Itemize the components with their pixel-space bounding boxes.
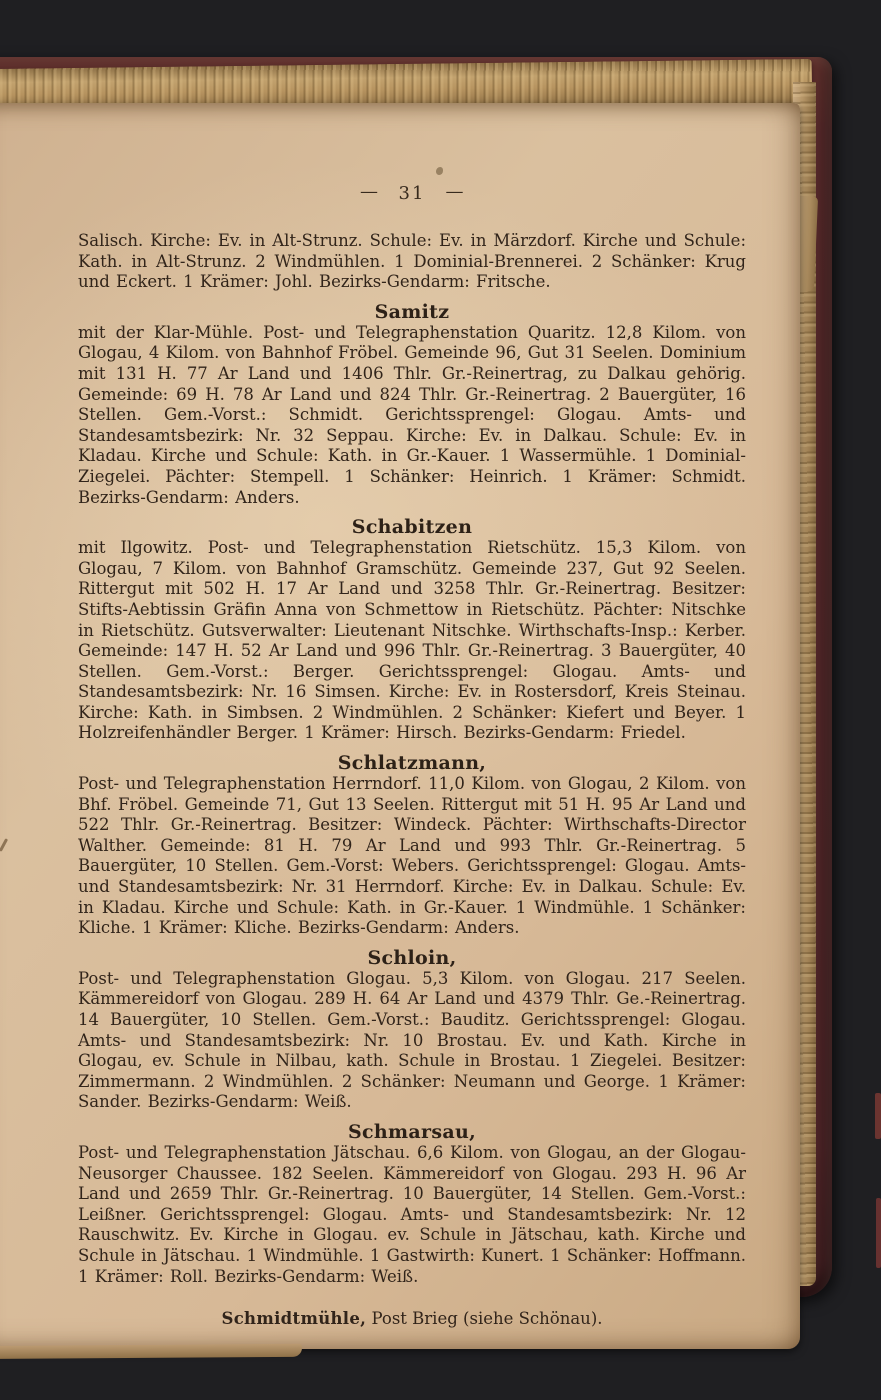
entry-heading-schabitzen: Schabitzen [351, 516, 473, 539]
paragraph-salisch-continuation: Salisch. Kirche: Ev. in Alt-Strunz. Schule: Ev. in Märzdorf. Kirche und Schule: Kath. in Alt-Strunz. 2 Windmühlen. 1 Dominial-Brennerei. 2 Schänker: Krug und Eckert. 1 Krämer: Johl. Bezirks-Gendarm: Fritsche. [78, 231, 746, 292]
entry-heading-schlatzmann: Schlatzmann, [337, 752, 487, 775]
entry-heading-schmarsau: Schmarsau, [348, 1120, 476, 1143]
pencil-mark [0, 838, 8, 852]
cover-red-sliver-lower [876, 1198, 881, 1268]
book-page [0, 103, 800, 1349]
cross-reference-text: Post Brieg (siehe Schönau). [366, 1309, 603, 1329]
page-number-dash-right: — [445, 181, 464, 202]
under-page-edge [0, 1344, 302, 1359]
cover-red-sliver-upper [875, 1093, 881, 1139]
text-block [78, 183, 746, 1330]
entry-body-schloin: Post- und Telegraphenstation Glogau. 5,3 Kilom. von Glogau. 217 Seelen. Kämmereidorf von Glogau. 289 H. 64 Ar Land und 4379 Thlr. Ge.-Reinertrag. 14 Bauergüter, 10 Stellen. Gem.-Vorst.: Bauditz. Gerichtssprengel: Glogau. Amts- und Standesamtsbezirk: Nr. 10 Brostau. Ev. und Kath. Kirche in Glogau, ev. Schule in Nilbau, kath. Schule in Brostau. 1 Ziegelei. Besitzer: Zimmermann. 2 Windmühlen. 2 Schänker: Neumann und George. 1 Krämer: Sander. Bezirks-Gendarm: Weiß. [78, 968, 746, 1112]
page-number-dash-left: — [360, 181, 379, 202]
entry-body-schabitzen: mit Ilgowitz. Post- und Telegraphenstation Rietschütz. 15,3 Kilom. von Glogau, 7 Kilom. von Bahnhof Gramschütz. Gemeinde 237, Gut 92 Seelen. Rittergut mit 502 H. 17 Ar Land und 3258 Thlr. Gr.-Reinertrag. Besitzer: Stifts-Aebtissin Gräfin Anna von Schmettow in Rietschütz. Pächter: Nitschke in Rietschütz. Gutsverwalter: Lieutenant Nitschke. Wirthschafts-Insp.: Kerber. Gemeinde: 147 H. 52 Ar Land und 996 Thlr. Gr.-Reinertrag. 3 Bauergüter, 40 Stellen. Gem.-Vorst.: Berger. Gerichtssprengel: Glogau. Amts- und Standesamtsbezirk: Nr. 16 Simsen. Kirche: Ev. in Rostersdorf, Kreis Steinau. Kirche: Kath. in Simbsen. 2 Windmühlen. 2 Schänker: Kiefert und Beyer. 1 Holzreifenhändler Berger. 1 Krämer: Hirsch. Bezirks-Gendarm: Friedel. [78, 538, 746, 743]
page-number-value: 31 [398, 183, 426, 204]
entry-body-samitz: mit der Klar-Mühle. Post- und Telegraphenstation Quaritz. 12,8 Kilom. von Glogau, 4 Kilom. von Bahnhof Fröbel. Gemeinde 96, Gut 31 Seelen. Dominium mit 131 H. 77 Ar Land und 1406 Thlr. Gr.-Reinertrag, zu Dalkau gehörig. Gemeinde: 69 H. 78 Ar Land und 824 Thlr. Gr.-Reinertrag. 2 Bauergüter, 16 Stellen. Gem.-Vorst.: Schmidt. Gerichtssprengel: Glogau. Amts- und Standesamtsbezirk: Nr. 32 Seppau. Kirche: Ev. in Dalkau. Schule: Ev. in Kladau. Kirche und Schule: Kath. in Gr.-Kauer. 1 Wassermühle. 1 Dominial-Ziegelei. Pächter: Stempell. 1 Schänker: Heinrich. 1 Krämer: Schmidt. Bezirks-Gendarm: Anders. [78, 322, 746, 507]
ink-speck [436, 167, 443, 175]
entry-heading-schloin: Schloin, [367, 946, 457, 969]
cross-reference-name: Schmidtmühle, [221, 1309, 367, 1329]
entry-body-schlatzmann: Post- und Telegraphenstation Herrndorf. 11,0 Kilom. von Glogau, 2 Kilom. von Bhf. Fröbel. Gemeinde 71, Gut 13 Seelen. Rittergut mit 51 H. 95 Ar Land und 522 Thlr. Gr.-Reinertrag. Besitzer: Windeck. Pächter: Wirthschafts-Director Walther. Gemeinde: 81 H. 79 Ar Land und 993 Thlr. Gr.-Reinertrag. 5 Bauergüter, 10 Stellen. Gem.-Vorst: Webers. Gerichtssprengel: Glogau. Amts- und Standesamtsbezirk: Nr. 31 Herrndorf. Kirche: Ev. in Dalkau. Schule: Ev. in Kladau. Kirche und Schule: Kath. in Gr.-Kauer. 1 Windmühle. 1 Schänker: Kliche. 1 Krämer: Kliche. Bezirks-Gendarm: Anders. [78, 774, 746, 938]
entry-heading-samitz: Samitz [374, 300, 450, 323]
entry-body-schmarsau: Post- und Telegraphenstation Jätschau. 6,6 Kilom. von Glogau, an der Glogau-Neusorger Chaussee. 182 Seelen. Kämmereidorf von Glogau. 293 H. 96 Ar Land und 2659 Thlr. Gr.-Reinertrag. 10 Bauergüter, 14 Stellen. Gem.-Vorst.: Leißner. Gerichtssprengel: Glogau. Amts- und Standesamtsbezirk: Nr. 12 Rauschwitz. Ev. Kirche in Glogau. ev. Schule in Jätschau, kath. Kirche und Schule in Jätschau. 1 Windmühle. 1 Gastwirth: Kunert. 1 Schänker: Hoffmann. 1 Krämer: Roll. Bezirks-Gendarm: Weiß. [78, 1142, 746, 1286]
page-number [78, 183, 746, 205]
cross-reference-line [78, 1309, 746, 1330]
